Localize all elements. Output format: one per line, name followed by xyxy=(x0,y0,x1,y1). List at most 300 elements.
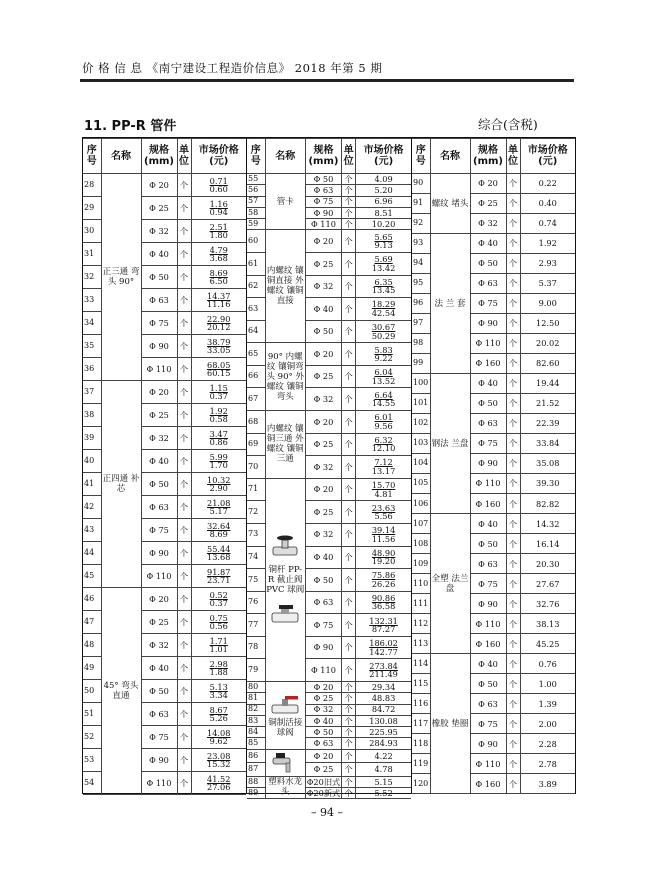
item-name xyxy=(265,681,305,749)
item-price xyxy=(356,681,411,692)
price-value: 9.62 xyxy=(209,736,228,746)
item-price xyxy=(356,715,411,726)
item-spec: Φ 50 xyxy=(470,674,506,694)
price-value: 1.70 xyxy=(209,460,228,470)
item-name xyxy=(430,234,470,374)
table-header-row xyxy=(412,139,575,174)
item-spec: Φ 75 xyxy=(470,294,506,314)
item-unit: 个 xyxy=(506,494,520,514)
row-number: 80 xyxy=(247,681,265,692)
price-value: 75.86 xyxy=(371,570,396,581)
item-unit: 个 xyxy=(177,703,191,726)
price-value: 273.84 xyxy=(369,660,398,671)
row-number: 78 xyxy=(247,636,265,659)
item-price xyxy=(356,478,411,501)
row-number: 72 xyxy=(247,501,265,524)
item-unit: 个 xyxy=(177,772,191,795)
item-spec: Φ 160 xyxy=(470,354,506,374)
price-value: 225.95 xyxy=(369,726,398,737)
price-value: 8.69 xyxy=(209,529,228,539)
item-unit: 个 xyxy=(177,634,191,657)
item-spec: Φ 40 xyxy=(141,657,177,680)
price-value: 5.99 xyxy=(209,451,228,462)
item-unit: 个 xyxy=(342,749,356,763)
price-value: 3.68 xyxy=(209,253,228,263)
item-price xyxy=(356,546,411,569)
item-spec: Φ 110 xyxy=(470,614,506,634)
header-name: 名称 xyxy=(265,139,305,174)
price-value: 142.77 xyxy=(369,646,398,657)
item-price xyxy=(191,450,246,473)
price-value: 7.12 xyxy=(374,457,393,468)
price-value: 39.30 xyxy=(536,478,560,489)
item-spec: Φ 40 xyxy=(470,514,506,534)
item-price xyxy=(191,243,246,266)
price-value: 32.64 xyxy=(207,520,231,531)
item-unit: 个 xyxy=(342,388,356,411)
item-price xyxy=(520,234,575,254)
item-price xyxy=(520,674,575,694)
item-unit: 个 xyxy=(177,427,191,450)
item-spec: Φ 110 xyxy=(141,772,177,795)
row-number: 73 xyxy=(247,523,265,546)
item-unit: 个 xyxy=(177,473,191,496)
header-spec: 规格(mm) xyxy=(305,139,341,174)
row-number: 104 xyxy=(412,454,430,474)
item-name xyxy=(265,230,305,343)
price-value: 68.05 xyxy=(207,359,231,370)
row-number: 28 xyxy=(83,174,101,197)
item-name-text: 管卡 xyxy=(276,196,294,207)
item-spec: Φ 63 xyxy=(305,591,341,614)
item-spec: Φ 75 xyxy=(141,726,177,749)
row-number: 110 xyxy=(412,574,430,594)
price-value: 36.58 xyxy=(371,601,396,612)
item-spec: Φ 25 xyxy=(305,433,341,456)
item-name xyxy=(430,514,470,654)
price-value: 5.13 xyxy=(209,681,228,692)
item-unit: 个 xyxy=(177,749,191,772)
price-value: 130.08 xyxy=(369,715,398,726)
item-price xyxy=(356,388,411,411)
row-number: 55 xyxy=(247,174,265,185)
row-number: 42 xyxy=(83,496,101,519)
item-unit: 个 xyxy=(342,252,356,275)
price-value: 14.55 xyxy=(371,398,396,409)
table-row xyxy=(83,174,246,197)
row-number: 75 xyxy=(247,569,265,592)
item-unit: 个 xyxy=(177,450,191,473)
price-value: 8.67 xyxy=(209,704,228,715)
item-spec: Φ 20 xyxy=(305,749,341,763)
item-name xyxy=(265,749,305,776)
item-spec: Φ 50 xyxy=(470,254,506,274)
item-price xyxy=(356,569,411,592)
item-name xyxy=(265,776,305,799)
row-number: 68 xyxy=(247,411,265,434)
table-column-2 xyxy=(246,138,411,798)
price-value: 4.09 xyxy=(374,173,393,184)
item-price xyxy=(191,680,246,703)
item-unit: 个 xyxy=(177,496,191,519)
price-value: 29.34 xyxy=(371,681,396,692)
row-number: 53 xyxy=(83,749,101,772)
item-unit: 个 xyxy=(342,523,356,546)
price-value: 23.08 xyxy=(207,750,231,761)
item-unit: 个 xyxy=(506,574,520,594)
price-value: 0.94 xyxy=(209,207,228,217)
row-number: 61 xyxy=(247,252,265,275)
item-unit: 个 xyxy=(342,776,356,787)
table-row xyxy=(83,588,246,611)
row-number: 114 xyxy=(412,654,430,674)
header-no: 序号 xyxy=(83,139,101,174)
row-number: 70 xyxy=(247,456,265,479)
price-value: 5.15 xyxy=(374,776,393,787)
price-value: 15.32 xyxy=(207,759,231,769)
price-value: 5.37 xyxy=(538,278,557,289)
row-number: 120 xyxy=(412,774,430,794)
row-number: 60 xyxy=(247,230,265,253)
price-value: 35.08 xyxy=(536,458,560,469)
price-value: 27.67 xyxy=(536,578,560,589)
row-number: 45 xyxy=(83,565,101,588)
row-number: 32 xyxy=(83,266,101,289)
item-name xyxy=(430,374,470,514)
item-price xyxy=(520,374,575,394)
price-value: 30.67 xyxy=(371,322,396,332)
item-spec: Φ 90 xyxy=(141,335,177,358)
item-spec: Φ 32 xyxy=(470,214,506,234)
price-value: 0.22 xyxy=(538,178,557,189)
item-unit: 个 xyxy=(342,501,356,524)
item-spec: Φ 90 xyxy=(470,454,506,474)
row-number: 119 xyxy=(412,754,430,774)
item-spec: Φ 50 xyxy=(470,534,506,554)
item-spec: Φ 50 xyxy=(305,320,341,343)
item-price xyxy=(191,358,246,381)
item-price xyxy=(356,738,411,749)
item-unit: 个 xyxy=(177,197,191,220)
item-unit: 个 xyxy=(506,374,520,394)
item-price xyxy=(356,763,411,777)
item-price xyxy=(520,574,575,594)
item-spec: Φ 90 xyxy=(470,734,506,754)
item-spec: Φ 63 xyxy=(141,703,177,726)
item-price xyxy=(520,354,575,374)
row-number: 117 xyxy=(412,714,430,734)
row-number: 103 xyxy=(412,434,430,454)
item-unit: 个 xyxy=(506,474,520,494)
item-unit: 个 xyxy=(342,569,356,592)
item-price xyxy=(191,174,246,197)
item-unit: 个 xyxy=(506,514,520,534)
price-value: 22.39 xyxy=(536,418,560,429)
price-value: 48.90 xyxy=(371,547,396,558)
item-price xyxy=(356,207,411,218)
item-unit: 个 xyxy=(177,174,191,197)
header-no: 序号 xyxy=(412,139,430,174)
item-spec: Φ 32 xyxy=(141,634,177,657)
item-price xyxy=(191,289,246,312)
row-number: 87 xyxy=(247,763,265,777)
item-price xyxy=(191,703,246,726)
row-number: 95 xyxy=(412,274,430,294)
header-unit: 单位 xyxy=(177,139,191,174)
price-value: 82.82 xyxy=(536,498,560,509)
item-unit: 个 xyxy=(342,704,356,715)
item-price xyxy=(520,334,575,354)
row-number: 102 xyxy=(412,414,430,434)
item-spec: Φ 63 xyxy=(141,289,177,312)
item-spec: Φ 63 xyxy=(470,694,506,714)
item-name xyxy=(101,381,141,588)
item-name xyxy=(101,588,141,795)
price-value: 21.52 xyxy=(536,398,560,409)
row-number: 93 xyxy=(412,234,430,254)
item-unit: 个 xyxy=(506,394,520,414)
price-value: 14.32 xyxy=(536,518,560,529)
item-price xyxy=(356,727,411,738)
price-value: 2.51 xyxy=(209,221,228,232)
item-spec: Φ 32 xyxy=(305,275,341,298)
table-row xyxy=(412,514,575,534)
item-unit: 个 xyxy=(506,534,520,554)
item-unit: 个 xyxy=(177,680,191,703)
price-value: 16.14 xyxy=(536,538,560,549)
item-unit: 个 xyxy=(342,298,356,321)
item-spec: Φ 32 xyxy=(141,220,177,243)
item-unit: 个 xyxy=(342,659,356,682)
item-unit: 个 xyxy=(342,787,356,798)
item-name-text: 45° 弯头 直通 xyxy=(103,681,139,701)
item-price xyxy=(520,634,575,654)
price-value: 84.72 xyxy=(371,704,396,715)
table-column-3 xyxy=(411,138,575,793)
item-unit: 个 xyxy=(342,546,356,569)
item-unit: 个 xyxy=(506,774,520,794)
item-spec: Φ20旧式 xyxy=(306,776,341,787)
price-value: 0.71 xyxy=(209,175,228,186)
item-spec: Φ 90 xyxy=(305,207,341,218)
row-number: 74 xyxy=(247,546,265,569)
item-unit: 个 xyxy=(342,591,356,614)
price-value: 19.20 xyxy=(371,556,396,567)
price-value: 2.78 xyxy=(538,758,557,769)
item-spec: Φ 40 xyxy=(470,654,506,674)
price-value: 132.31 xyxy=(369,615,398,626)
item-spec: Φ 25 xyxy=(305,693,341,704)
price-value: 2.28 xyxy=(538,738,557,749)
item-unit: 个 xyxy=(177,519,191,542)
row-number: 84 xyxy=(247,727,265,738)
item-price xyxy=(520,434,575,454)
table-row xyxy=(247,343,411,366)
item-spec: Φ 50 xyxy=(470,394,506,414)
price-value: 21.08 xyxy=(207,497,231,508)
price-value: 1.80 xyxy=(209,230,228,240)
item-unit: 个 xyxy=(506,334,520,354)
table-column-1 xyxy=(83,138,246,793)
item-price xyxy=(356,343,411,366)
price-value: 13.52 xyxy=(371,375,396,386)
item-spec: Φ 75 xyxy=(470,434,506,454)
item-spec: Φ 40 xyxy=(470,374,506,394)
price-value: 4.78 xyxy=(374,764,393,775)
row-number: 77 xyxy=(247,614,265,637)
item-unit: 个 xyxy=(506,434,520,454)
row-number: 48 xyxy=(83,634,101,657)
row-number: 37 xyxy=(83,381,101,404)
item-price xyxy=(520,414,575,434)
price-value: 0.56 xyxy=(209,621,228,631)
row-number: 47 xyxy=(83,611,101,634)
item-price xyxy=(356,749,411,763)
item-unit: 个 xyxy=(177,312,191,335)
row-number: 30 xyxy=(83,220,101,243)
row-number: 62 xyxy=(247,275,265,298)
price-value: 6.01 xyxy=(374,412,393,423)
item-unit: 个 xyxy=(342,763,356,777)
item-unit: 个 xyxy=(342,185,356,196)
item-price xyxy=(191,312,246,335)
item-price xyxy=(356,365,411,388)
item-name xyxy=(430,174,470,234)
item-spec: Φ 160 xyxy=(470,494,506,514)
item-unit: 个 xyxy=(506,734,520,754)
price-value: 5.17 xyxy=(209,506,228,516)
item-price xyxy=(191,565,246,588)
row-number: 118 xyxy=(412,734,430,754)
item-spec: Φ 63 xyxy=(470,554,506,574)
item-unit: 个 xyxy=(506,214,520,234)
table-header-row xyxy=(247,139,411,174)
item-price xyxy=(356,196,411,207)
item-price xyxy=(191,473,246,496)
price-value: 211.49 xyxy=(369,669,398,680)
row-number: 76 xyxy=(247,591,265,614)
price-value: 11.56 xyxy=(371,533,396,544)
item-unit: 个 xyxy=(506,614,520,634)
faucet-icon xyxy=(270,750,300,776)
item-price xyxy=(520,194,575,214)
item-price xyxy=(520,774,575,794)
item-name-text: 90° 内螺纹 镶铜弯头 90° 外螺纹 镶铜弯头 xyxy=(266,351,304,402)
price-value: 1.92 xyxy=(538,238,557,249)
row-number: 116 xyxy=(412,694,430,714)
price-value: 0.60 xyxy=(209,184,228,194)
item-price xyxy=(191,496,246,519)
item-price xyxy=(191,772,246,795)
item-unit: 个 xyxy=(342,478,356,501)
price-value: 26.26 xyxy=(371,578,396,589)
row-number: 91 xyxy=(412,194,430,214)
price-value: 0.74 xyxy=(538,218,557,229)
price-value: 2.93 xyxy=(538,258,557,269)
item-spec: Φ 63 xyxy=(470,274,506,294)
item-spec: Φ 50 xyxy=(141,680,177,703)
item-spec: Φ 40 xyxy=(305,715,341,726)
row-number: 58 xyxy=(247,207,265,218)
item-spec: Φ 20 xyxy=(141,381,177,404)
item-price xyxy=(191,335,246,358)
item-spec: Φ 110 xyxy=(305,659,341,682)
price-value: 13.42 xyxy=(371,262,396,273)
item-spec: Φ 110 xyxy=(470,334,506,354)
item-spec: Φ 90 xyxy=(470,314,506,334)
row-number: 71 xyxy=(247,478,265,501)
item-unit: 个 xyxy=(506,234,520,254)
price-value: 6.64 xyxy=(374,389,393,400)
item-price xyxy=(191,611,246,634)
item-unit: 个 xyxy=(506,754,520,774)
price-value: 1.00 xyxy=(538,678,557,689)
item-price xyxy=(520,294,575,314)
row-number: 36 xyxy=(83,358,101,381)
price-value: 5.52 xyxy=(374,787,393,798)
item-price xyxy=(356,523,411,546)
item-price xyxy=(356,659,411,682)
item-spec: Φ 25 xyxy=(470,194,506,214)
item-price xyxy=(520,314,575,334)
row-number: 46 xyxy=(83,588,101,611)
table-row xyxy=(247,174,411,185)
price-value: 11.16 xyxy=(207,299,231,309)
item-name xyxy=(101,174,141,381)
price-value: 2.90 xyxy=(209,483,228,493)
item-price xyxy=(356,704,411,715)
price-value: 0.37 xyxy=(209,598,228,608)
price-value: 9.13 xyxy=(374,240,393,251)
table-row xyxy=(247,776,411,787)
row-number: 98 xyxy=(412,334,430,354)
row-number: 40 xyxy=(83,450,101,473)
price-value: 42.54 xyxy=(371,307,396,318)
item-spec: Φ 40 xyxy=(305,546,341,569)
item-spec: Φ 50 xyxy=(305,174,341,185)
header-price: 市场价格(元) xyxy=(356,139,411,174)
price-value: 20.30 xyxy=(536,558,560,569)
price-value: 20.12 xyxy=(207,322,231,332)
item-price xyxy=(520,174,575,194)
item-unit: 个 xyxy=(342,196,356,207)
table-row xyxy=(412,234,575,254)
price-value: 39.14 xyxy=(371,525,396,536)
item-spec: Φ 20 xyxy=(141,174,177,197)
item-price xyxy=(356,787,411,798)
item-price xyxy=(520,734,575,754)
item-unit: 个 xyxy=(177,220,191,243)
item-unit: 个 xyxy=(506,634,520,654)
item-price xyxy=(356,501,411,524)
header-no: 序号 xyxy=(247,139,265,174)
row-number: 111 xyxy=(412,594,430,614)
item-unit: 个 xyxy=(177,381,191,404)
item-price xyxy=(191,542,246,565)
item-price xyxy=(520,654,575,674)
row-number: 107 xyxy=(412,514,430,534)
price-value: 3.89 xyxy=(538,778,557,789)
item-spec: Φ 50 xyxy=(305,727,341,738)
row-number: 108 xyxy=(412,534,430,554)
price-value: 0.76 xyxy=(538,658,557,669)
item-spec: Φ 25 xyxy=(141,404,177,427)
price-value: 4.81 xyxy=(374,488,393,499)
item-price xyxy=(356,320,411,343)
row-number: 96 xyxy=(412,294,430,314)
item-name-text: 铜制活接 球阀 xyxy=(268,718,303,739)
item-spec: Φ 90 xyxy=(470,594,506,614)
